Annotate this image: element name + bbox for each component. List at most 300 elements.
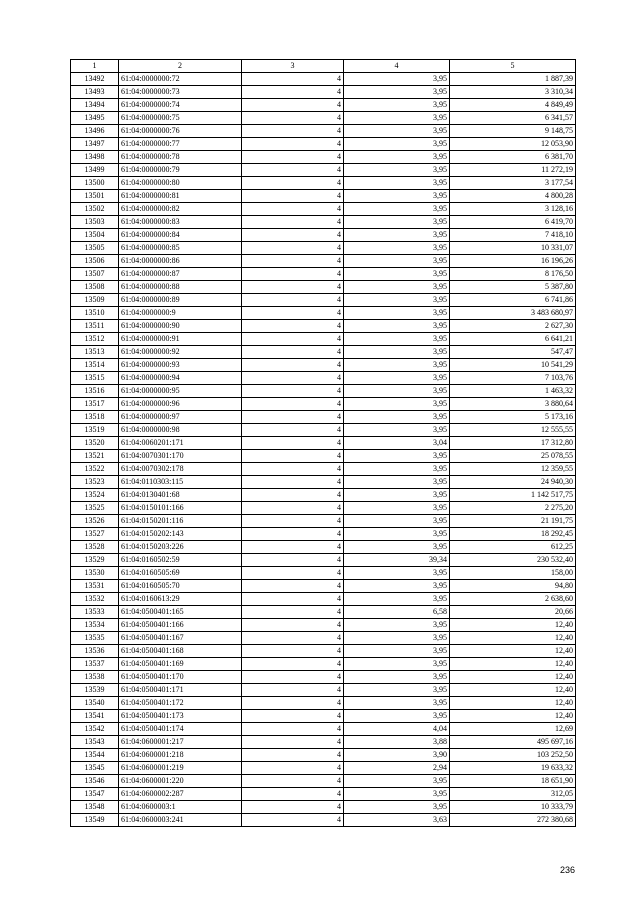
table-row (71, 541, 576, 554)
row-number-cell: 13513 (71, 346, 119, 359)
cadastral-number-cell: 61:04:0150203:226 (119, 541, 242, 554)
cadastral-number-cell: 61:04:0130401:68 (119, 489, 242, 502)
column-5-cell: 94,80 (450, 580, 576, 593)
row-number-cell: 13519 (71, 424, 119, 437)
row-number-cell: 13534 (71, 619, 119, 632)
column-5-cell: 3 177,54 (450, 177, 576, 190)
cadastral-number-cell: 61:04:0000000:90 (119, 320, 242, 333)
row-number-cell: 13507 (71, 268, 119, 281)
cadastral-number-cell: 61:04:0070302:178 (119, 463, 242, 476)
column-4-cell: 4,04 (344, 723, 450, 736)
row-number-cell: 13518 (71, 411, 119, 424)
cadastral-number-cell: 61:04:0500401:168 (119, 645, 242, 658)
column-3-cell: 4 (242, 307, 344, 320)
column-4-cell: 3,95 (344, 229, 450, 242)
column-4-cell: 39,34 (344, 554, 450, 567)
column-4-cell: 3,95 (344, 86, 450, 99)
row-number-cell: 13538 (71, 671, 119, 684)
column-5-cell: 19 633,32 (450, 762, 576, 775)
cadastral-number-cell: 61:04:0000000:91 (119, 333, 242, 346)
table-row (71, 645, 576, 658)
column-5-cell: 612,25 (450, 541, 576, 554)
column-5-cell: 24 940,30 (450, 476, 576, 489)
row-number-cell: 13492 (71, 73, 119, 86)
cadastral-number-cell: 61:04:0000000:88 (119, 281, 242, 294)
column-5-cell: 4 800,28 (450, 190, 576, 203)
column-4-cell: 3,95 (344, 307, 450, 320)
row-number-cell: 13515 (71, 372, 119, 385)
cadastral-number-cell: 61:04:0000000:81 (119, 190, 242, 203)
row-number-cell: 13546 (71, 775, 119, 788)
row-number-cell: 13514 (71, 359, 119, 372)
column-3-cell: 4 (242, 177, 344, 190)
column-5-cell: 3 483 680,97 (450, 307, 576, 320)
row-number-cell: 13493 (71, 86, 119, 99)
column-4-cell: 3,88 (344, 736, 450, 749)
table-row (71, 203, 576, 216)
column-5-cell: 7 418,10 (450, 229, 576, 242)
row-number-cell: 13500 (71, 177, 119, 190)
column-4-cell: 3,95 (344, 242, 450, 255)
column-5-cell: 12,40 (450, 671, 576, 684)
row-number-cell: 13516 (71, 385, 119, 398)
column-3-cell: 4 (242, 476, 344, 489)
cadastral-number-cell: 61:04:0000000:96 (119, 398, 242, 411)
cadastral-number-cell: 61:04:0600003:241 (119, 814, 242, 827)
table-row (71, 671, 576, 684)
cadastral-number-cell: 61:04:0000000:87 (119, 268, 242, 281)
column-3-cell: 4 (242, 528, 344, 541)
column-4-cell: 3,95 (344, 775, 450, 788)
row-number-cell: 13544 (71, 749, 119, 762)
column-5-cell: 158,00 (450, 567, 576, 580)
cadastral-number-cell: 61:04:0500401:171 (119, 684, 242, 697)
column-3-cell: 4 (242, 619, 344, 632)
cadastral-number-cell: 61:04:0500401:173 (119, 710, 242, 723)
cadastral-number-cell: 61:04:0000000:83 (119, 216, 242, 229)
cadastral-number-cell: 61:04:0000000:73 (119, 86, 242, 99)
column-5-cell: 103 252,50 (450, 749, 576, 762)
row-number-cell: 13537 (71, 658, 119, 671)
table-row (71, 398, 576, 411)
row-number-cell: 13508 (71, 281, 119, 294)
column-4-cell: 3,95 (344, 398, 450, 411)
column-4-cell: 3,95 (344, 320, 450, 333)
table-row (71, 255, 576, 268)
row-number-cell: 13512 (71, 333, 119, 346)
table-row (71, 697, 576, 710)
column-4-cell: 3,95 (344, 203, 450, 216)
column-4-cell: 3,95 (344, 658, 450, 671)
row-number-cell: 13528 (71, 541, 119, 554)
column-5-cell: 6 341,57 (450, 112, 576, 125)
table-row (71, 281, 576, 294)
column-4-cell: 3,95 (344, 255, 450, 268)
row-number-cell: 13506 (71, 255, 119, 268)
column-5-cell: 12,69 (450, 723, 576, 736)
column-3-cell: 4 (242, 398, 344, 411)
column-5-cell: 547,47 (450, 346, 576, 359)
column-5-cell: 11 272,19 (450, 164, 576, 177)
row-number-cell: 13525 (71, 502, 119, 515)
cadastral-number-cell: 61:04:0000000:98 (119, 424, 242, 437)
table-row (71, 567, 576, 580)
cadastral-number-cell: 61:04:0500401:167 (119, 632, 242, 645)
column-4-cell: 3,95 (344, 73, 450, 86)
table-row (71, 580, 576, 593)
table-row (71, 554, 576, 567)
table-row (71, 359, 576, 372)
column-5-cell: 495 697,16 (450, 736, 576, 749)
column-5-cell: 12 053,90 (450, 138, 576, 151)
column-3-cell: 4 (242, 671, 344, 684)
row-number-cell: 13521 (71, 450, 119, 463)
cadastral-number-cell: 61:04:0000000:89 (119, 294, 242, 307)
table-row (71, 216, 576, 229)
column-3-cell: 4 (242, 645, 344, 658)
table-row (71, 619, 576, 632)
column-3-cell: 4 (242, 346, 344, 359)
table-row (71, 463, 576, 476)
table-row (71, 788, 576, 801)
column-5-cell: 230 532,40 (450, 554, 576, 567)
table-row (71, 762, 576, 775)
column-5-cell: 7 103,76 (450, 372, 576, 385)
cadastral-number-cell: 61:04:0600003:1 (119, 801, 242, 814)
table-row (71, 710, 576, 723)
cadastral-number-cell: 61:04:0160505:70 (119, 580, 242, 593)
cadastral-number-cell: 61:04:0000000:72 (119, 73, 242, 86)
column-5-cell: 6 419,70 (450, 216, 576, 229)
table-row (71, 801, 576, 814)
column-5-cell: 10 331,07 (450, 242, 576, 255)
column-5-cell: 1 887,39 (450, 73, 576, 86)
column-header-3: 3 (242, 60, 344, 73)
column-3-cell: 4 (242, 710, 344, 723)
table-row (71, 606, 576, 619)
table-row (71, 164, 576, 177)
column-3-cell: 4 (242, 86, 344, 99)
table-row (71, 593, 576, 606)
table-row (71, 268, 576, 281)
column-3-cell: 4 (242, 138, 344, 151)
cadastral-number-cell: 61:04:0000000:97 (119, 411, 242, 424)
column-4-cell: 3,95 (344, 619, 450, 632)
column-3-cell: 4 (242, 554, 344, 567)
cadastral-number-cell: 61:04:0160613:29 (119, 593, 242, 606)
cadastral-number-cell: 61:04:0070301:170 (119, 450, 242, 463)
column-5-cell: 12 555,55 (450, 424, 576, 437)
column-4-cell: 3,95 (344, 450, 450, 463)
table-row (71, 73, 576, 86)
column-3-cell: 4 (242, 463, 344, 476)
column-3-cell: 4 (242, 541, 344, 554)
column-4-cell: 3,95 (344, 164, 450, 177)
table-row (71, 424, 576, 437)
column-3-cell: 4 (242, 697, 344, 710)
column-3-cell: 4 (242, 73, 344, 86)
row-number-cell: 13524 (71, 489, 119, 502)
row-number-cell: 13523 (71, 476, 119, 489)
column-4-cell: 3,95 (344, 372, 450, 385)
column-3-cell: 4 (242, 190, 344, 203)
cadastral-number-cell: 61:04:0000000:74 (119, 99, 242, 112)
column-3-cell: 4 (242, 684, 344, 697)
column-5-cell: 2 275,20 (450, 502, 576, 515)
cadastral-number-cell: 61:04:0500401:169 (119, 658, 242, 671)
row-number-cell: 13498 (71, 151, 119, 164)
column-5-cell: 4 849,49 (450, 99, 576, 112)
cadastral-number-cell: 61:04:0500401:165 (119, 606, 242, 619)
row-number-cell: 13504 (71, 229, 119, 242)
row-number-cell: 13529 (71, 554, 119, 567)
cadastral-number-cell: 61:04:0110303:115 (119, 476, 242, 489)
column-4-cell: 3,95 (344, 385, 450, 398)
row-number-cell: 13526 (71, 515, 119, 528)
column-header-4: 4 (344, 60, 450, 73)
column-4-cell: 3,95 (344, 632, 450, 645)
cadastral-number-cell: 61:04:0150101:166 (119, 502, 242, 515)
column-3-cell: 4 (242, 606, 344, 619)
column-3-cell: 4 (242, 736, 344, 749)
table-row (71, 112, 576, 125)
column-4-cell: 3,95 (344, 697, 450, 710)
column-5-cell: 272 380,68 (450, 814, 576, 827)
table-row (71, 86, 576, 99)
cadastral-number-cell: 61:04:0060201:171 (119, 437, 242, 450)
column-4-cell: 3,95 (344, 502, 450, 515)
column-4-cell: 3,95 (344, 424, 450, 437)
table-row (71, 658, 576, 671)
table-row (71, 138, 576, 151)
column-5-cell: 12,40 (450, 697, 576, 710)
column-3-cell: 4 (242, 372, 344, 385)
table-row (71, 229, 576, 242)
column-5-cell: 20,66 (450, 606, 576, 619)
column-5-cell: 6 741,86 (450, 294, 576, 307)
row-number-cell: 13497 (71, 138, 119, 151)
cadastral-number-cell: 61:04:0000000:95 (119, 385, 242, 398)
column-5-cell: 10 333,79 (450, 801, 576, 814)
row-number-cell: 13540 (71, 697, 119, 710)
column-4-cell: 3,95 (344, 99, 450, 112)
table-row (71, 411, 576, 424)
column-4-cell: 3,95 (344, 671, 450, 684)
registry-table-body (71, 60, 576, 827)
column-3-cell: 4 (242, 99, 344, 112)
row-number-cell: 13517 (71, 398, 119, 411)
column-5-cell: 5 387,80 (450, 281, 576, 294)
table-row (71, 125, 576, 138)
row-number-cell: 13499 (71, 164, 119, 177)
column-4-cell: 3,95 (344, 333, 450, 346)
column-3-cell: 4 (242, 489, 344, 502)
page-number: 236 (560, 865, 576, 875)
table-row (71, 684, 576, 697)
row-number-cell: 13535 (71, 632, 119, 645)
row-number-cell: 13501 (71, 190, 119, 203)
column-3-cell: 4 (242, 242, 344, 255)
row-number-cell: 13539 (71, 684, 119, 697)
column-4-cell: 3,04 (344, 437, 450, 450)
table-row (71, 99, 576, 112)
column-5-cell: 5 173,16 (450, 411, 576, 424)
column-5-cell: 3 128,16 (450, 203, 576, 216)
column-3-cell: 4 (242, 125, 344, 138)
column-4-cell: 3,95 (344, 580, 450, 593)
column-4-cell: 3,95 (344, 190, 450, 203)
column-5-cell: 9 148,75 (450, 125, 576, 138)
table-row (71, 372, 576, 385)
cadastral-number-cell: 61:04:0150202:143 (119, 528, 242, 541)
column-3-cell: 4 (242, 450, 344, 463)
table-row (71, 333, 576, 346)
column-3-cell: 4 (242, 515, 344, 528)
column-5-cell: 18 651,90 (450, 775, 576, 788)
table-row (71, 450, 576, 463)
column-3-cell: 4 (242, 814, 344, 827)
row-number-cell: 13496 (71, 125, 119, 138)
cadastral-number-cell: 61:04:0600002:287 (119, 788, 242, 801)
column-3-cell: 4 (242, 723, 344, 736)
column-4-cell: 3,95 (344, 359, 450, 372)
table-row (71, 307, 576, 320)
column-5-cell: 25 078,55 (450, 450, 576, 463)
table-row (71, 320, 576, 333)
table-row (71, 632, 576, 645)
row-number-cell: 13545 (71, 762, 119, 775)
column-4-cell: 3,95 (344, 177, 450, 190)
table-header-row (71, 60, 576, 73)
row-number-cell: 13495 (71, 112, 119, 125)
column-4-cell: 3,95 (344, 567, 450, 580)
column-3-cell: 4 (242, 112, 344, 125)
cadastral-number-cell: 61:04:0000000:93 (119, 359, 242, 372)
cadastral-number-cell: 61:04:0000000:84 (119, 229, 242, 242)
row-number-cell: 13530 (71, 567, 119, 580)
column-5-cell: 2 627,30 (450, 320, 576, 333)
column-5-cell: 12,40 (450, 645, 576, 658)
row-number-cell: 13510 (71, 307, 119, 320)
table-row (71, 814, 576, 827)
cadastral-number-cell: 61:04:0000000:82 (119, 203, 242, 216)
column-4-cell: 3,95 (344, 489, 450, 502)
cadastral-number-cell: 61:04:0500401:174 (119, 723, 242, 736)
table-row (71, 515, 576, 528)
column-3-cell: 4 (242, 229, 344, 242)
column-4-cell: 3,63 (344, 814, 450, 827)
column-4-cell: 3,95 (344, 411, 450, 424)
column-header-1: 1 (71, 60, 119, 73)
cadastral-number-cell: 61:04:0000000:9 (119, 307, 242, 320)
row-number-cell: 13520 (71, 437, 119, 450)
column-5-cell: 6 641,21 (450, 333, 576, 346)
column-3-cell: 4 (242, 203, 344, 216)
cadastral-number-cell: 61:04:0000000:80 (119, 177, 242, 190)
table-row (71, 528, 576, 541)
cadastral-number-cell: 61:04:0150201:116 (119, 515, 242, 528)
column-4-cell: 3,95 (344, 151, 450, 164)
column-5-cell: 3 310,34 (450, 86, 576, 99)
table-row (71, 151, 576, 164)
column-5-cell: 8 176,50 (450, 268, 576, 281)
cadastral-number-cell: 61:04:0000000:86 (119, 255, 242, 268)
row-number-cell: 13549 (71, 814, 119, 827)
column-3-cell: 4 (242, 580, 344, 593)
column-5-cell: 12,40 (450, 658, 576, 671)
cadastral-number-cell: 61:04:0000000:92 (119, 346, 242, 359)
column-3-cell: 4 (242, 424, 344, 437)
column-4-cell: 3,90 (344, 749, 450, 762)
column-5-cell: 12 359,55 (450, 463, 576, 476)
cadastral-number-cell: 61:04:0160502:59 (119, 554, 242, 567)
column-3-cell: 4 (242, 333, 344, 346)
table-row (71, 476, 576, 489)
table-row (71, 190, 576, 203)
cadastral-number-cell: 61:04:0500401:166 (119, 619, 242, 632)
cadastral-number-cell: 61:04:0500401:172 (119, 697, 242, 710)
column-4-cell: 6,58 (344, 606, 450, 619)
column-3-cell: 4 (242, 216, 344, 229)
column-5-cell: 3 880,64 (450, 398, 576, 411)
column-header-5: 5 (450, 60, 576, 73)
table-row (71, 294, 576, 307)
cadastral-number-cell: 61:04:0000000:79 (119, 164, 242, 177)
column-4-cell: 3,95 (344, 281, 450, 294)
column-5-cell: 12,40 (450, 710, 576, 723)
column-5-cell: 12,40 (450, 684, 576, 697)
row-number-cell: 13522 (71, 463, 119, 476)
column-3-cell: 4 (242, 294, 344, 307)
row-number-cell: 13548 (71, 801, 119, 814)
column-4-cell: 3,95 (344, 112, 450, 125)
cadastral-number-cell: 61:04:0160505:69 (119, 567, 242, 580)
table-row (71, 489, 576, 502)
column-3-cell: 4 (242, 320, 344, 333)
row-number-cell: 13547 (71, 788, 119, 801)
column-5-cell: 12,40 (450, 632, 576, 645)
table-row (71, 723, 576, 736)
column-5-cell: 1 142 517,75 (450, 489, 576, 502)
cadastral-number-cell: 61:04:0500401:170 (119, 671, 242, 684)
column-3-cell: 4 (242, 359, 344, 372)
row-number-cell: 13532 (71, 593, 119, 606)
column-5-cell: 10 541,29 (450, 359, 576, 372)
column-3-cell: 4 (242, 281, 344, 294)
column-3-cell: 4 (242, 762, 344, 775)
column-4-cell: 3,95 (344, 788, 450, 801)
table-row (71, 346, 576, 359)
table-row (71, 775, 576, 788)
row-number-cell: 13511 (71, 320, 119, 333)
column-4-cell: 3,95 (344, 710, 450, 723)
registry-table (70, 59, 576, 827)
cadastral-number-cell: 61:04:0600001:218 (119, 749, 242, 762)
row-number-cell: 13509 (71, 294, 119, 307)
column-3-cell: 4 (242, 801, 344, 814)
table-row (71, 437, 576, 450)
table-row (71, 177, 576, 190)
column-header-2: 2 (119, 60, 242, 73)
row-number-cell: 13502 (71, 203, 119, 216)
column-4-cell: 3,95 (344, 138, 450, 151)
column-5-cell: 12,40 (450, 619, 576, 632)
column-3-cell: 4 (242, 567, 344, 580)
column-4-cell: 3,95 (344, 515, 450, 528)
column-3-cell: 4 (242, 502, 344, 515)
table-row (71, 385, 576, 398)
column-4-cell: 3,95 (344, 125, 450, 138)
